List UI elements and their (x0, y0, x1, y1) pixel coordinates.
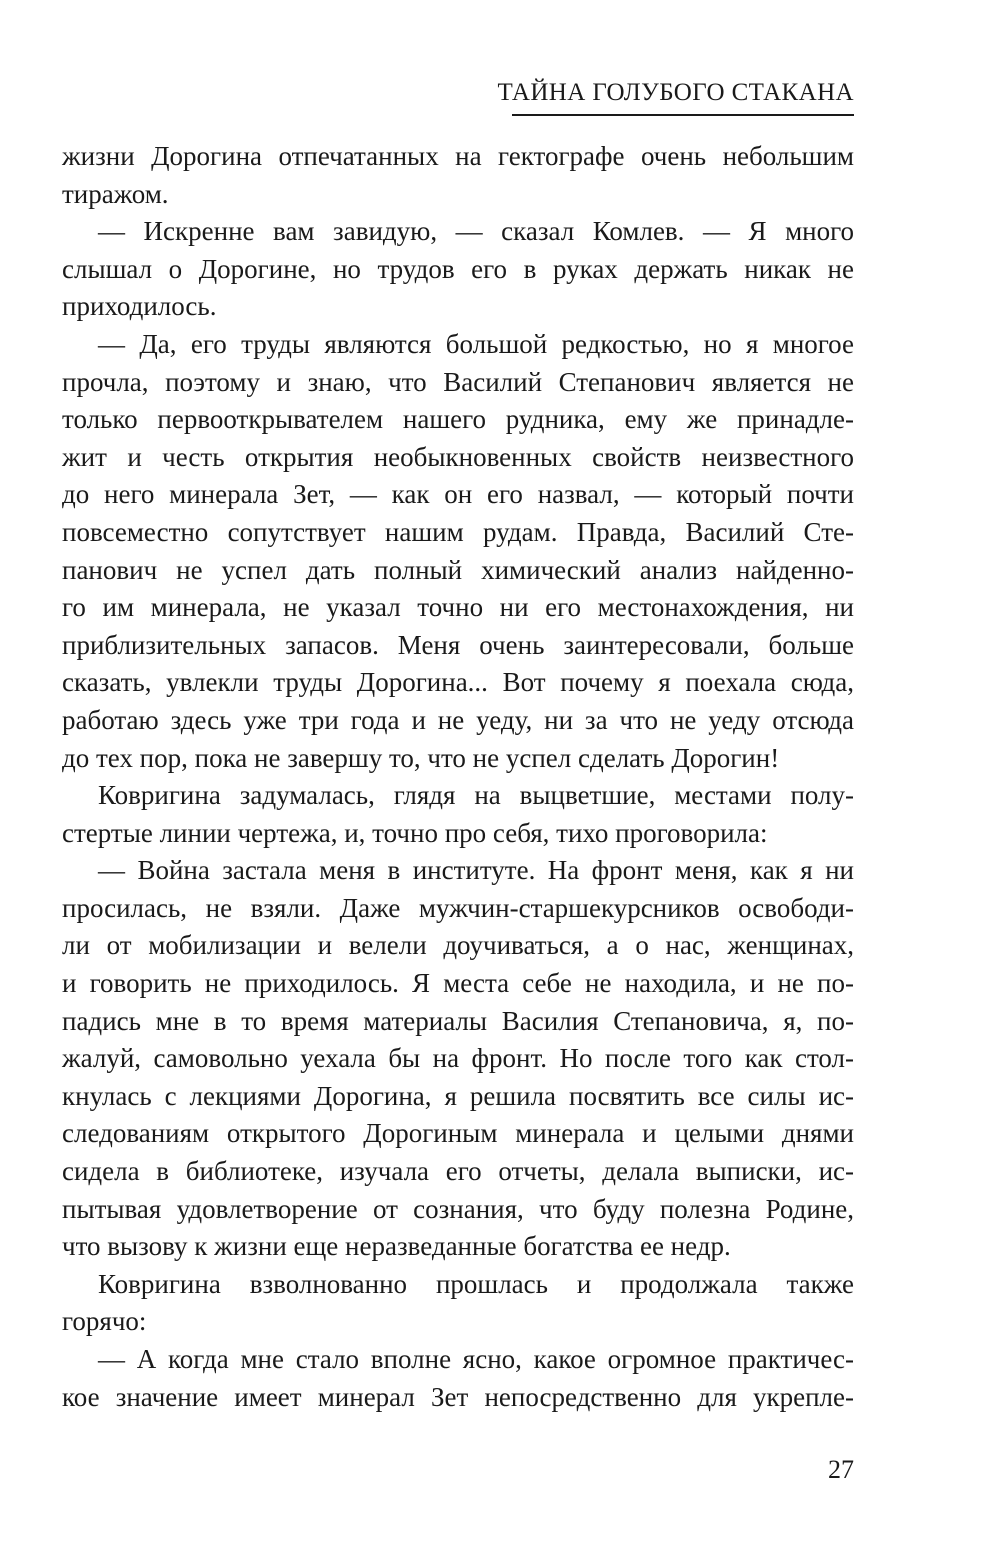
text-line: — А когда мне стало вполне ясно, какое огромное практичес- (98, 1344, 854, 1374)
text-line: до него минерала Зет, — как он его назвал, — который почти (62, 479, 854, 510)
text-line: слышал о Дорогине, но трудов его в руках держать никак не (62, 253, 854, 284)
text-line: жит и честь открытия необыкновенных свойств неизвестного (62, 441, 854, 472)
text-line: — Да, его труды являются большой редкостью, но я многое (98, 328, 854, 359)
text-line: ли от мобилизации и велели доучиваться, а о нас, женщинах, (62, 930, 854, 961)
text-line: приходилось. (62, 291, 217, 322)
text-line: — Искренне вам завидую, — сказал Комлев. — Я много (98, 216, 854, 247)
text-line: панович не успел дать полный химический анализ найденно- (62, 554, 854, 585)
page-number: 27 (828, 1455, 854, 1484)
text-line: следованиям открытого Дорогиным минерала и целыми днями (62, 1118, 854, 1149)
text-line: кнулась с лекциями Дорогина, я решила посвятить все силы ис- (62, 1080, 854, 1111)
body-text (62, 138, 854, 1416)
text-line: Ковригина задумалась, глядя на выцветшие, местами полу- (98, 780, 854, 811)
text-line: тиражом. (62, 178, 169, 209)
text-line: жалуй, самовольно уехала бы на фронт. Но после того как стол- (62, 1043, 854, 1074)
text-line: работаю здесь уже три года и не уеду, ни за что не уеду отсюда (62, 704, 854, 735)
text-line: повсеместно сопутствует нашим рудам. Правда, Василий Сте- (62, 516, 854, 547)
text-line: до тех пор, пока не завершу то, что не успел сделать Дорогин! (62, 742, 780, 773)
text-line: приблизительных запасов. Меня очень заинтересовали, больше (62, 629, 854, 660)
text-line: что вызову к жизни еще неразведанные богатства ее недр. (62, 1231, 731, 1262)
running-title: ТАЙНА ГОЛУБОГО СТАКАНА (497, 79, 854, 106)
text-line: падись мне в то время материалы Василия Степановича, я, по- (62, 1005, 854, 1036)
text-line: пытывая удовлетворение от сознания, что буду полезна Родине, (62, 1193, 854, 1224)
text-line: только первооткрывателем нашего рудника, ему же принадле- (62, 404, 854, 435)
text-line: прочла, поэтому и знаю, что Василий Степанович является не (62, 366, 854, 397)
text-line: — Война застала меня в институте. На фронт меня, как я ни (98, 855, 854, 886)
text-line: кое значение имеет минерал Зет непосредственно для укрепле- (62, 1381, 854, 1412)
text-line: го им минерала, не указал точно ни его местонахождения, ни (62, 592, 854, 623)
text-line: горячо: (62, 1306, 147, 1337)
header-rule (512, 114, 854, 116)
text-line: Ковригина взволнованно прошлась и продолжала также (98, 1268, 854, 1299)
text-line: сидела в библиотеке, изучала его отчеты, делала выписки, ис- (62, 1156, 854, 1187)
text-line: и говорить не приходилось. Я места себе не находила, и не по- (62, 968, 854, 999)
text-line: сказать, увлекли труды Дорогина... Вот почему я поехала сюда, (62, 667, 854, 698)
text-line: просилась, не взяли. Даже мужчин-старшекурсников освободи- (62, 892, 854, 923)
page-header (62, 76, 854, 120)
text-line: стертые линии чертежа, и, точно про себя, тихо проговорила: (62, 817, 768, 848)
text-line: жизни Дорогина отпечатанных на гектографе очень небольшим (62, 141, 854, 171)
